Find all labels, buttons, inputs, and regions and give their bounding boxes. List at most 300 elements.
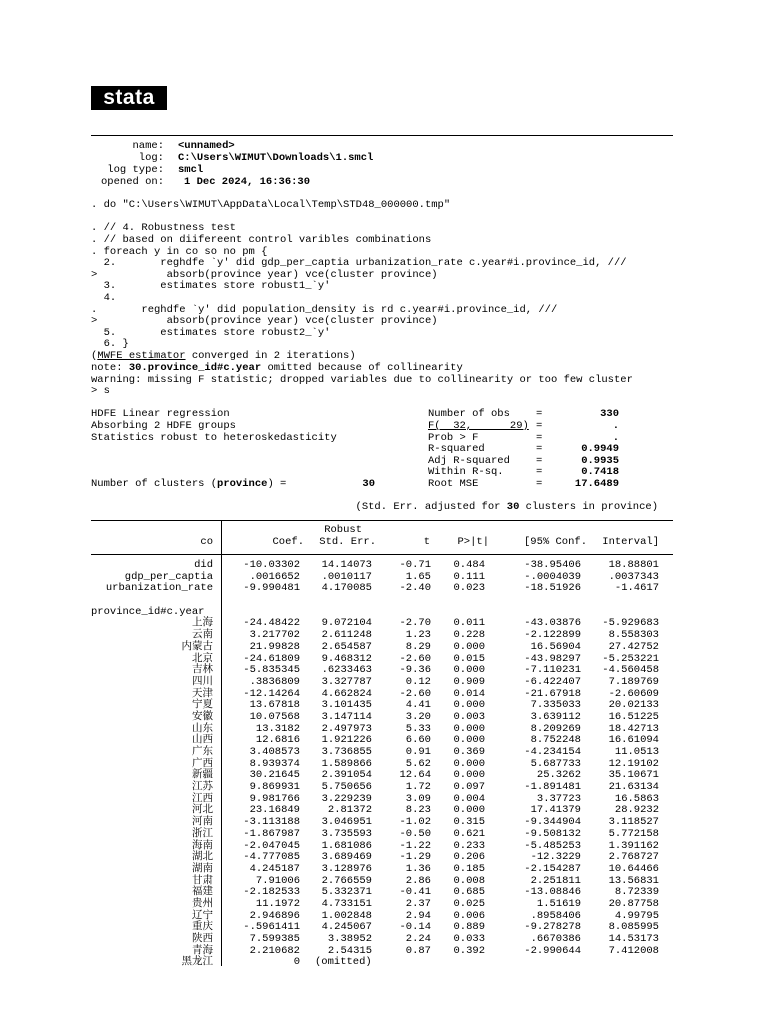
table-row: [91, 957, 673, 969]
table-row: [91, 735, 673, 747]
row-label: 河北: [192, 804, 213, 817]
ci-high-cell: 35.10671: [608, 769, 659, 782]
ci-high-cell: 13.56831: [608, 874, 659, 887]
ci-low-cell: -9.278278: [524, 921, 581, 934]
summary-absorb: Absorbing 2 HDFE groups: [91, 420, 236, 432]
p-cell: 0.315: [453, 816, 485, 829]
ci-low-cell: -4.234154: [524, 746, 581, 758]
ci-low-cell: 3.639112: [530, 710, 581, 723]
stderr-cell: 3.229239: [321, 792, 372, 805]
coef-cell: 8.939374: [249, 757, 300, 770]
stat-eq: =: [536, 466, 543, 478]
ci-high-cell: 7.412008: [608, 944, 659, 957]
t-cell: 1.65: [405, 570, 431, 583]
table-row: [91, 887, 673, 899]
omitted-note: (omitted): [315, 956, 372, 969]
stderr-cell: 9.468312: [321, 652, 372, 665]
stderr-cell: 3.736855: [321, 746, 372, 758]
p-cell: 0.000: [453, 699, 485, 712]
stderr-cell: 2.654587: [321, 640, 372, 653]
ci-high-cell: 3.118527: [608, 816, 659, 829]
command-line: > absorb(province year) vce(cluster province): [91, 315, 438, 327]
table-row: [91, 618, 673, 630]
p-cell: 0.685: [453, 886, 485, 899]
p-cell: 0.008: [453, 874, 485, 887]
ci-high-cell: 12.19102: [608, 757, 659, 770]
stderr-cell: 3.101435: [321, 699, 372, 712]
ci-high-cell: 5.772158: [608, 827, 659, 840]
p-cell: 0.004: [453, 792, 485, 805]
name-label: name:: [132, 140, 164, 152]
ci-low-cell: -12.3229: [530, 851, 581, 864]
row-label: 新疆: [192, 769, 213, 782]
row-label: 内蒙古: [181, 640, 213, 653]
t-cell: -2.70: [399, 617, 431, 630]
row-label: did: [194, 559, 213, 571]
header-t: t: [423, 536, 430, 548]
stderr-cell: 2.54315: [327, 944, 372, 957]
stat-eq: =: [536, 408, 543, 420]
t-cell: 6.60: [405, 734, 431, 747]
ci-high-cell: 2.768727: [608, 851, 659, 864]
ci-high-cell: 8.72339: [614, 886, 659, 899]
t-cell: 0.12: [405, 675, 431, 688]
summary-title: HDFE Linear regression: [91, 408, 230, 420]
coef-cell: 3.217702: [249, 629, 300, 642]
p-cell: 0.033: [453, 933, 485, 945]
main-rows: [91, 560, 673, 595]
table-row: [91, 689, 673, 701]
table-row: [91, 712, 673, 724]
table-row: [91, 642, 673, 654]
table-row: [91, 770, 673, 782]
t-cell: -9.36: [399, 664, 431, 677]
command-line: . // based on diifereent control varibles combinations: [91, 234, 432, 246]
table-row: [91, 665, 673, 677]
table-row: [91, 794, 673, 806]
coef-cell: 0: [293, 956, 300, 969]
command-line: 6. }: [91, 338, 129, 350]
p-cell: 0.003: [453, 710, 485, 723]
t-cell: 0.91: [405, 746, 431, 758]
coef-cell: 9.869931: [249, 781, 300, 794]
ci-high-cell: -5.253221: [602, 652, 659, 665]
coef-cell: 2.946896: [249, 909, 300, 922]
stderr-cell: 1.002848: [321, 909, 372, 922]
table-row: [91, 630, 673, 642]
row-label: 黑龙江: [181, 956, 213, 969]
t-cell: -1.29: [399, 851, 431, 864]
stat-value: 0.9935: [581, 455, 619, 467]
log-label: log:: [138, 152, 164, 164]
p-cell: 0.392: [453, 944, 485, 957]
ci-high-cell: -5.929683: [602, 617, 659, 630]
t-cell: -0.14: [399, 921, 431, 934]
t-cell: -0.41: [399, 886, 431, 899]
row-label: gdp_per_captia: [124, 570, 213, 583]
table-row: [91, 759, 673, 771]
stat-value: 0.9949: [581, 443, 619, 455]
p-cell: 0.233: [453, 839, 485, 852]
ci-low-cell: 3.37723: [536, 792, 581, 805]
ci-high-cell: 27.42752: [608, 640, 659, 653]
ci-low-cell: -9.508132: [524, 827, 581, 840]
stderr-note: [356, 502, 658, 514]
table-row: [91, 654, 673, 666]
t-cell: -2.40: [399, 582, 431, 595]
t-cell: 8.23: [405, 804, 431, 817]
p-cell: 0.206: [453, 851, 485, 864]
t-cell: 1.72: [405, 781, 431, 794]
p-cell: 0.000: [453, 757, 485, 770]
coef-cell: 21.99828: [249, 640, 300, 653]
coef-cell: 13.67818: [249, 699, 300, 712]
command-line: 5. estimates store robust2_`y': [91, 327, 331, 339]
row-label: 云南: [192, 629, 213, 642]
coef-cell: 2.210682: [249, 944, 300, 957]
ci-low-cell: 8.752248: [530, 734, 581, 747]
p-cell: 0.909: [453, 675, 485, 688]
stat-eq: =: [536, 420, 543, 432]
ci-low-cell: 8.209269: [530, 722, 581, 735]
ci-high-cell: 1.391162: [608, 839, 659, 852]
p-cell: 0.000: [453, 640, 485, 653]
p-cell: 0.621: [453, 827, 485, 840]
stderr-cell: 5.332371: [321, 886, 372, 899]
p-cell: 0.023: [453, 582, 485, 595]
header-p: P>|t|: [457, 536, 489, 548]
ci-low-cell: -38.95406: [524, 559, 581, 571]
coef-cell: 13.3182: [255, 722, 300, 735]
coef-cell: 9.981766: [249, 792, 300, 805]
warning-message: warning: missing F statistic; dropped variables due to collinearity or too few cluster: [91, 374, 633, 386]
row-label: 广西: [192, 757, 213, 770]
note-message: [91, 363, 463, 375]
row-label: 辽宁: [192, 909, 213, 922]
p-cell: 0.484: [453, 559, 485, 571]
row-label: 重庆: [192, 921, 213, 934]
t-cell: 3.09: [405, 792, 431, 805]
p-cell: 0.097: [453, 781, 485, 794]
stderr-note-count: 30: [506, 501, 520, 513]
table-header-rule: [91, 554, 673, 555]
header-stderr: Std. Err.: [319, 536, 376, 548]
row-label: 天津: [192, 687, 213, 700]
ci-low-cell: -2.990644: [524, 944, 581, 957]
p-cell: 0.369: [453, 746, 485, 758]
stat-value: 330: [600, 408, 619, 420]
t-cell: 4.41: [405, 699, 431, 712]
stat-eq: =: [536, 432, 543, 444]
command-line: . reghdfe `y' did population_density is rd c.year#i.province_id, ///: [91, 304, 558, 316]
t-cell: 2.94: [405, 909, 431, 922]
p-cell: 0.000: [453, 769, 485, 782]
ci-high-cell: 14.53173: [608, 933, 659, 945]
mwfe-rest: converged in 2 iterations): [185, 350, 356, 362]
p-cell: 0.000: [453, 664, 485, 677]
t-cell: -2.60: [399, 687, 431, 700]
stderr-cell: 3.735593: [321, 827, 372, 840]
t-cell: 1.23: [405, 629, 431, 642]
ci-high-cell: 8.085995: [608, 921, 659, 934]
coef-cell: -3.113188: [243, 816, 300, 829]
row-label: 湖南: [192, 862, 213, 875]
row-label: 北京: [192, 652, 213, 665]
t-cell: 8.29: [405, 640, 431, 653]
command-line: 4.: [91, 292, 117, 304]
spacer-row: [91, 595, 673, 607]
p-cell: 0.015: [453, 652, 485, 665]
row-label: 广东: [192, 746, 213, 758]
province-rows: [91, 618, 673, 957]
t-cell: 1.36: [405, 862, 431, 875]
ci-high-cell: 20.87758: [608, 897, 659, 910]
table-row: [91, 817, 673, 829]
table-top-rule: [91, 520, 673, 521]
coef-cell: .3836809: [249, 675, 300, 688]
table-row: [91, 934, 673, 946]
stderr-cell: 1.589866: [321, 757, 372, 770]
ci-low-cell: -43.98297: [524, 652, 581, 665]
header-co: co: [200, 536, 213, 548]
ci-high-cell: .0037343: [608, 570, 659, 583]
stderr-cell: 1.681086: [321, 839, 372, 852]
stat-label: R-squared: [428, 443, 485, 455]
opened-on-value: 1 Dec 2024, 16:36:30: [184, 176, 311, 188]
table-row: [91, 677, 673, 689]
coef-cell: -9.990481: [243, 582, 300, 595]
t-cell: 5.62: [405, 757, 431, 770]
coef-cell: 23.16849: [249, 804, 300, 817]
stderr-cell: 4.662824: [321, 687, 372, 700]
ci-low-cell: -21.67918: [524, 687, 581, 700]
coef-cell: 12.6816: [255, 734, 300, 747]
ci-high-cell: 20.02133: [608, 699, 659, 712]
coef-cell: 11.1972: [255, 897, 300, 910]
stderr-cell: 4.170085: [321, 582, 372, 595]
log-type-label: log type:: [107, 164, 164, 176]
row-label: 陕西: [192, 933, 213, 945]
coef-cell: 30.21645: [249, 769, 300, 782]
ci-high-cell: 11.0513: [614, 746, 659, 758]
coef-cell: 10.07568: [249, 710, 300, 723]
coef-cell: 7.599385: [249, 933, 300, 945]
table-row: [91, 899, 673, 911]
ci-low-cell: -2.154287: [524, 862, 581, 875]
header-rule: [91, 135, 673, 136]
ci-low-cell: -1.891481: [524, 781, 581, 794]
ci-low-cell: -7.110231: [524, 664, 581, 677]
stderr-cell: 5.750656: [321, 781, 372, 794]
ci-low-cell: .6670386: [530, 933, 581, 945]
ci-low-cell: -6.422407: [524, 675, 581, 688]
table-row: [91, 560, 673, 572]
command-line: . do "C:\Users\WIMUT\AppData\Local\Temp\STD48_000000.tmp": [91, 199, 451, 211]
ci-high-cell: 7.189769: [608, 675, 659, 688]
clusters-var: province: [217, 478, 268, 490]
stat-value: 0.7418: [581, 466, 619, 478]
row-label: 山东: [192, 722, 213, 735]
table-row: [91, 864, 673, 876]
p-cell: 0.000: [453, 722, 485, 735]
row-label: 海南: [192, 839, 213, 852]
stderr-cell: 14.14073: [321, 559, 372, 571]
p-cell: 0.006: [453, 909, 485, 922]
note-prefix: note:: [91, 362, 129, 374]
t-cell: -2.60: [399, 652, 431, 665]
ci-high-cell: 16.61094: [608, 734, 659, 747]
ci-low-cell: 5.687733: [530, 757, 581, 770]
t-cell: -1.02: [399, 816, 431, 829]
ci-low-cell: 7.335033: [530, 699, 581, 712]
note-rest: omitted because of collinearity: [261, 362, 463, 374]
coef-cell: 7.91006: [255, 874, 300, 887]
stderr-cell: 3.327787: [321, 675, 372, 688]
stat-value: .: [612, 420, 619, 432]
ci-high-cell: 16.5863: [614, 792, 659, 805]
stderr-cell: 2.497973: [321, 722, 372, 735]
p-cell: 0.889: [453, 921, 485, 934]
row-label: 湖北: [192, 851, 213, 864]
t-cell: 3.20: [405, 710, 431, 723]
coef-cell: -10.03302: [243, 559, 300, 571]
continuation-prompt: > s: [91, 385, 110, 397]
row-label: 福建: [192, 886, 213, 899]
ci-low-cell: -.0004039: [524, 570, 581, 583]
stat-eq: =: [536, 455, 543, 467]
opened-on-label: opened on:: [100, 176, 164, 188]
coef-cell: -12.14264: [243, 687, 300, 700]
p-cell: 0.228: [453, 629, 485, 642]
stderr-cell: 2.766559: [321, 874, 372, 887]
table-row: [91, 583, 673, 595]
stderr-cell: 3.38952: [327, 933, 372, 945]
stderr-note-suffix: clusters in province): [519, 501, 658, 513]
ci-low-cell: .8958406: [530, 909, 581, 922]
p-cell: 0.000: [453, 734, 485, 747]
coef-cell: -24.48422: [243, 617, 300, 630]
ci-high-cell: 8.558303: [608, 629, 659, 642]
coef-cell: 4.245187: [249, 862, 300, 875]
stat-label: Prob > F: [428, 432, 479, 444]
stat-label: Number of obs: [428, 408, 510, 420]
p-cell: 0.000: [453, 804, 485, 817]
table-row: [91, 747, 673, 759]
ci-high-cell: -2.60609: [608, 687, 659, 700]
command-line: > absorb(province year) vce(cluster province): [91, 269, 438, 281]
ci-high-cell: 18.88801: [608, 559, 659, 571]
t-cell: 2.86: [405, 874, 431, 887]
t-cell: -0.71: [399, 559, 431, 571]
coef-cell: -2.182533: [243, 886, 300, 899]
coef-cell: .0016652: [249, 570, 300, 583]
robust-header: Robust: [324, 524, 362, 536]
ci-low-cell: -43.03876: [524, 617, 581, 630]
row-label: 河南: [192, 816, 213, 829]
command-line: 2. reghdfe `y' did gdp_per_captia urbanization_rate c.year#i.province_id, ///: [91, 257, 627, 269]
ci-low-cell: -9.344904: [524, 816, 581, 829]
stat-label[interactable]: F( 32, 29): [428, 420, 529, 432]
ci-high-cell: 18.42713: [608, 722, 659, 735]
t-cell: 5.33: [405, 722, 431, 735]
table-row: [91, 922, 673, 934]
p-cell: 0.025: [453, 897, 485, 910]
row-label: 吉林: [192, 664, 213, 677]
t-cell: -0.50: [399, 827, 431, 840]
p-cell: 0.185: [453, 862, 485, 875]
table-row: [91, 946, 673, 958]
row-label: 浙江: [192, 827, 213, 840]
command-line: . // 4. Robustness test: [91, 222, 236, 234]
row-label: 宁夏: [192, 699, 213, 712]
stderr-cell: 4.245067: [321, 921, 372, 934]
ci-high-cell: 16.51225: [608, 710, 659, 723]
ci-low-cell: 2.251811: [530, 874, 581, 887]
ci-high-cell: 10.64466: [608, 862, 659, 875]
coefficient-table: [91, 560, 673, 969]
group-label-row: [91, 607, 673, 619]
stderr-cell: 3.128976: [321, 862, 372, 875]
ci-high-cell: -4.560458: [602, 664, 659, 677]
row-label: 青海: [192, 944, 213, 957]
t-cell: 2.37: [405, 897, 431, 910]
ci-low-cell: -5.485253: [524, 839, 581, 852]
stderr-cell: 3.046951: [321, 816, 372, 829]
ci-low-cell: -2.122899: [524, 629, 581, 642]
clusters-suffix: ) =: [267, 478, 287, 490]
row-label: 江苏: [192, 781, 213, 794]
p-cell: 0.111: [453, 570, 485, 583]
ci-high-cell: 28.9232: [614, 804, 659, 817]
command-line: 3. estimates store robust1_`y': [91, 280, 331, 292]
stat-label: Within R-sq.: [428, 466, 504, 478]
table-row: [91, 876, 673, 888]
table-row: [91, 911, 673, 923]
mwfe-open: (: [91, 350, 98, 362]
stderr-note-prefix: (Std. Err. adjusted for: [355, 501, 507, 513]
stat-eq: =: [536, 478, 543, 490]
ci-high-cell: -1.4617: [614, 582, 659, 595]
coef-cell: -2.047045: [243, 839, 300, 852]
table-row: [91, 841, 673, 853]
stata-logo: stata: [91, 86, 167, 110]
coef-cell: -1.867987: [243, 827, 300, 840]
ci-low-cell: -18.51926: [524, 582, 581, 595]
coef-cell: -5.835345: [243, 664, 300, 677]
command-line: . foreach y in co so no pm {: [91, 246, 268, 258]
stat-value: .: [612, 432, 619, 444]
header-ci-low: [95% Conf.: [524, 536, 588, 548]
row-label: 江西: [192, 792, 213, 805]
ci-low-cell: 17.41379: [530, 804, 581, 817]
ci-high-cell: 21.63134: [608, 781, 659, 794]
table-row: [91, 700, 673, 712]
stderr-cell: 4.733151: [321, 897, 372, 910]
mwfe-estimator-link[interactable]: MWFE estimator: [97, 350, 186, 362]
ci-low-cell: 16.56904: [530, 640, 581, 653]
clusters-value: 30: [362, 478, 375, 490]
row-label: 贵州: [192, 897, 213, 910]
ci-low-cell: 25.3262: [536, 769, 581, 782]
row-label: 四川: [192, 675, 213, 688]
coef-cell: -.5961411: [243, 921, 300, 934]
stderr-cell: 3.689469: [321, 851, 372, 864]
p-cell: 0.014: [453, 687, 485, 700]
stderr-cell: 2.391054: [321, 769, 372, 782]
row-label: 山西: [192, 734, 213, 747]
stderr-cell: 2.81372: [327, 804, 372, 817]
stat-eq: =: [536, 443, 543, 455]
